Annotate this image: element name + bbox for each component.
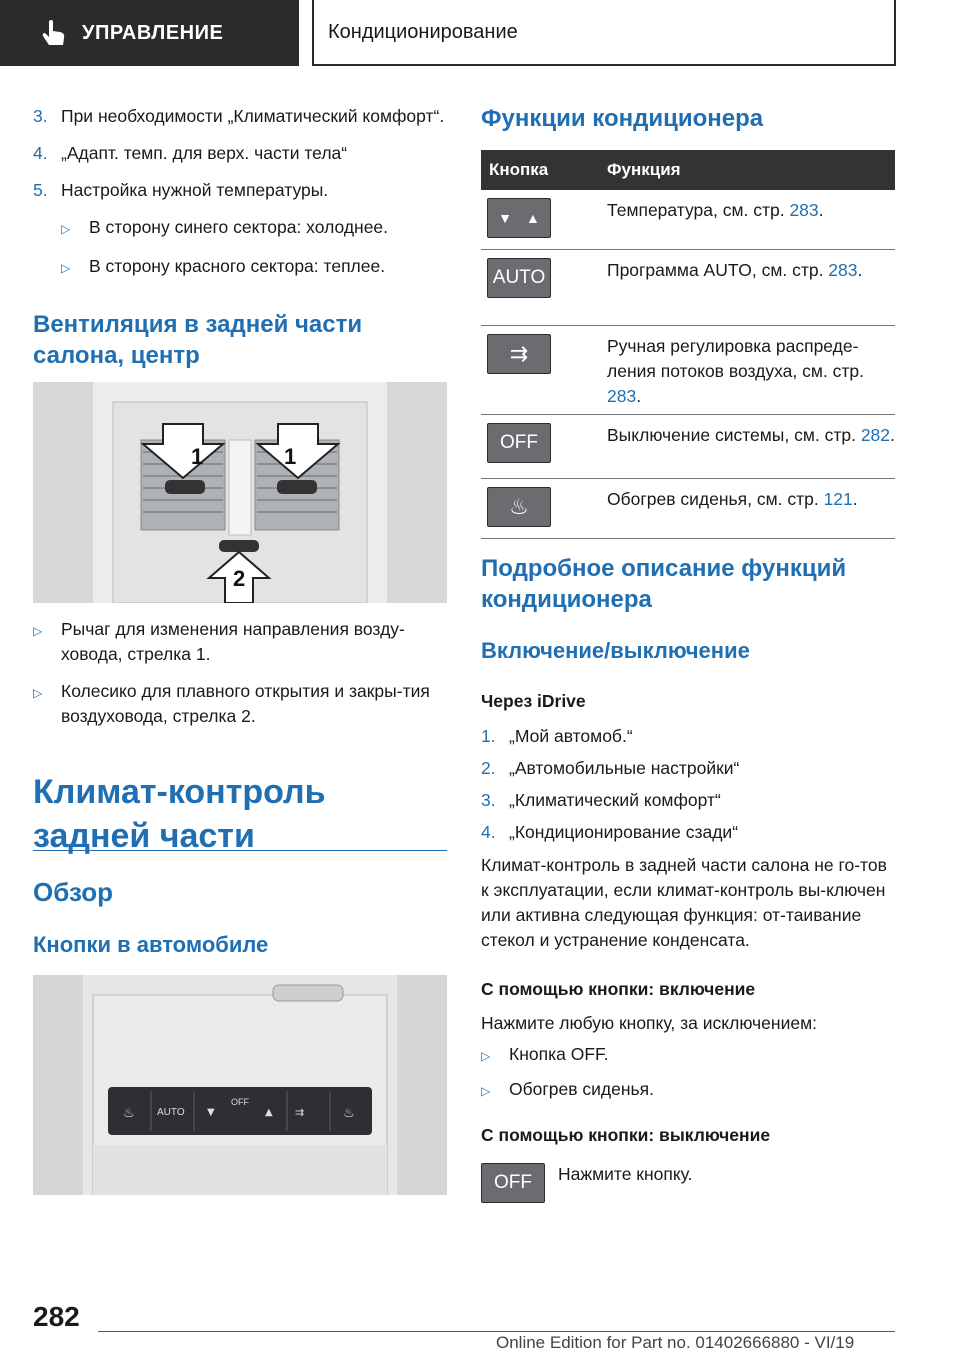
list-item: 4. „Кондиционирование сзади“ [481,822,739,842]
svg-text:⇉: ⇉ [295,1106,305,1119]
column-header-function: Функция [607,160,681,179]
triangle-bullet-icon: ▷ [33,624,43,638]
panel-auto-label: AUTO [157,1107,185,1118]
auto-icon: AUTO [487,258,551,298]
paragraph: Климат-контроль в задней части салона не го-тов к эксплуатации, если климат-контроль вы-ключен или активна следующая функция: от-таивание стекол и устранение конденсата. [481,855,887,950]
functions-heading: Функции кондиционера [481,105,764,132]
via-idrive-label: Через iDrive [481,691,586,711]
table-row: ♨ Обогрев сиденья, см. стр. 121. [481,479,895,539]
svg-text:♨: ♨ [123,1106,135,1121]
table-row: OFF Выключение системы, см. стр. 282. [481,415,895,479]
svg-text:▲: ▲ [265,1107,273,1118]
rear-climate-heading: Климат-контроль задней части [33,773,326,855]
table-row: ▼▲ Температура, см. стр. 283. [481,190,895,250]
svg-text:▼: ▼ [207,1107,215,1118]
air-distribution-icon: ⇉ [487,334,551,374]
arrow-label-1b: 1 [284,444,297,469]
hand-pointer-icon [40,18,68,48]
arrow-label-2: 2 [233,566,246,591]
list-item: ▷ Колесико для плавного открытия и закры-тия воздуховода, стрелка 2. [33,679,447,729]
sub-list-item: ▷ В сторону синего сектора: холоднее. [33,215,447,242]
on-heading: С помощью кнопки: включение [481,979,756,999]
list-item: 1. „Мой автомоб.“ [481,726,633,746]
page-number: 282 [33,1301,80,1332]
triangle-bullet-icon: ▷ [61,261,71,275]
page-link[interactable]: 283 [828,260,858,280]
seat-heating-icon: ♨ [487,487,551,527]
list-item: ▷ Рычаг для изменения направления возду-ховода, стрелка 1. [33,617,447,667]
triangle-bullet-icon: ▷ [61,222,71,236]
rear-vent-image [33,382,447,603]
heading-divider [33,850,447,851]
table-row: ⇉ Ручная регулировка распреде-ления потоков воздуха, см. стр. 283. [481,326,895,415]
svg-text:♨: ♨ [343,1106,355,1121]
control-panel-image [33,975,447,1195]
off-text: Нажмите кнопку. [558,1164,693,1184]
page-link[interactable]: 282 [860,425,891,445]
arrow-label-1: 1 [191,444,204,469]
list-item: 5. Настройка нужной температуры. [33,180,329,200]
off-heading: С помощью кнопки: выключение [481,1125,771,1145]
control-panel-illustration [33,975,447,1195]
left-column [33,104,447,281]
list-item: 2. „Автомобильные настройки“ [481,758,740,778]
page-link[interactable]: 283 [607,386,637,406]
off-icon: OFF [487,423,551,463]
triangle-bullet-icon: ▷ [33,686,43,700]
list-item: 3. При необходимости „Климатический комфорт“. [33,106,445,126]
footer-edition: Online Edition for Part no. 01402666880 - VI/19 [496,1333,855,1352]
footer-divider [98,1331,895,1332]
table-header [481,150,895,190]
overview-heading: Обзор [33,877,113,907]
functions-table [481,150,895,539]
vent-heading: Вентиляция в задней части салона, центр [33,311,363,369]
table-row: AUTO Программа AUTO, см. стр. 283. [481,250,895,326]
list-item: 4. „Адапт. темп. для верх. части тела“ [33,143,348,163]
column-header-button: Кнопка [489,160,549,179]
sub-list-item: ▷ В сторону красного сектора: теплее. [33,254,447,281]
temperature-icon: ▼▲ [487,198,551,238]
header-section-tab [0,0,299,66]
off-icon: OFF [481,1163,545,1203]
idrive-steps [481,724,895,845]
list-item: ▷ Кнопка OFF. [481,1042,895,1069]
header-section-label: УПРАВЛЕНИЕ [82,21,224,44]
header-title: Кондиционирование [328,20,518,43]
panel-off-label: OFF [231,1097,249,1107]
on-text: Нажмите любую кнопку, за исключением: [481,1013,817,1033]
list-item: ▷ Обогрев сиденья. [481,1077,895,1104]
header-title-box [312,0,896,66]
page-link[interactable]: 121 [823,489,853,509]
detail-heading: Подробное описание функций кондиционера [481,555,847,613]
triangle-bullet-icon: ▷ [481,1049,491,1063]
page-link[interactable]: 283 [789,200,819,220]
triangle-bullet-icon: ▷ [481,1084,491,1098]
onoff-heading: Включение/выключение [481,638,750,663]
on-bullets [481,1042,895,1104]
buttons-heading: Кнопки в автомобиле [33,932,269,957]
list-item: 3. „Климатический комфорт“ [481,790,721,810]
vent-bullets [33,617,447,729]
rear-vent-illustration [33,382,447,603]
